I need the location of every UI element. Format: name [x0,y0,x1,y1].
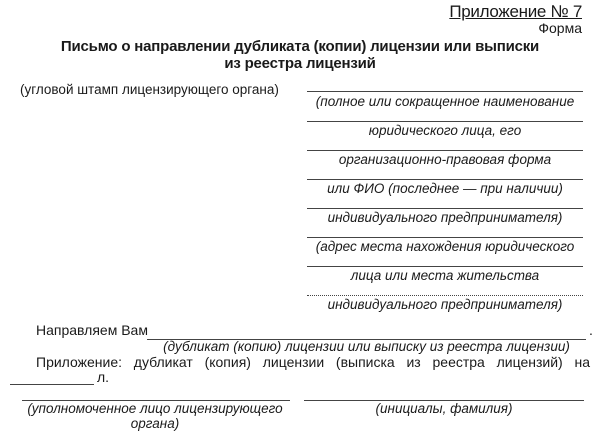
signature-caption-name: (инициалы, фамилия) [375,401,513,416]
recipient-caption: (адрес места нахождения юридического [315,239,575,254]
send-label: Направляем Вам [36,322,148,338]
appendix-number: Приложение № 7 [449,2,582,21]
recipient-caption: лица или места жительства [350,268,540,283]
recipient-line [307,295,583,296]
signature-caption-official-line-1: (уполномоченное лицо лицензирующего [27,401,283,416]
title-line-2: из реестра лицензий [224,55,376,72]
document-title [0,38,600,72]
attachment-pages-line [10,384,94,385]
recipient-caption: (полное или сокращенное наименование [315,94,575,109]
recipient-caption: юридического лица, его [368,123,522,138]
form-label: Форма [538,20,582,36]
recipient-line [307,237,583,238]
send-end-dot: . [589,322,593,338]
recipient-line [307,150,583,151]
recipient-caption: индивидуального предпринимателя) [327,210,563,225]
title-line-1: Письмо о направлении дубликата (копии) лицензии или выписки [60,38,540,55]
signature-caption-official [10,401,300,431]
recipient-line [307,179,583,180]
recipient-line [307,266,583,267]
signature-caption-official-line-2: органа) [130,416,180,431]
recipient-line [307,121,583,122]
attachment-text: Приложение: дубликат (копия) лицензии (выписка из реестра лицензий) на [36,354,590,370]
recipient-line [307,208,583,209]
attachment-suffix: л. [97,369,110,385]
send-caption: (дубликат (копию) лицензии или выписку из реестра лицензии) [163,339,570,354]
recipient-caption: организационно-правовая форма [338,152,552,167]
recipient-line [307,91,583,92]
stamp-label: (угловой штамп лицензирующего органа) [20,82,279,97]
recipient-caption: или ФИО (последнее — при наличии) [327,181,563,196]
recipient-caption: индивидуального предпринимателя) [327,297,563,312]
